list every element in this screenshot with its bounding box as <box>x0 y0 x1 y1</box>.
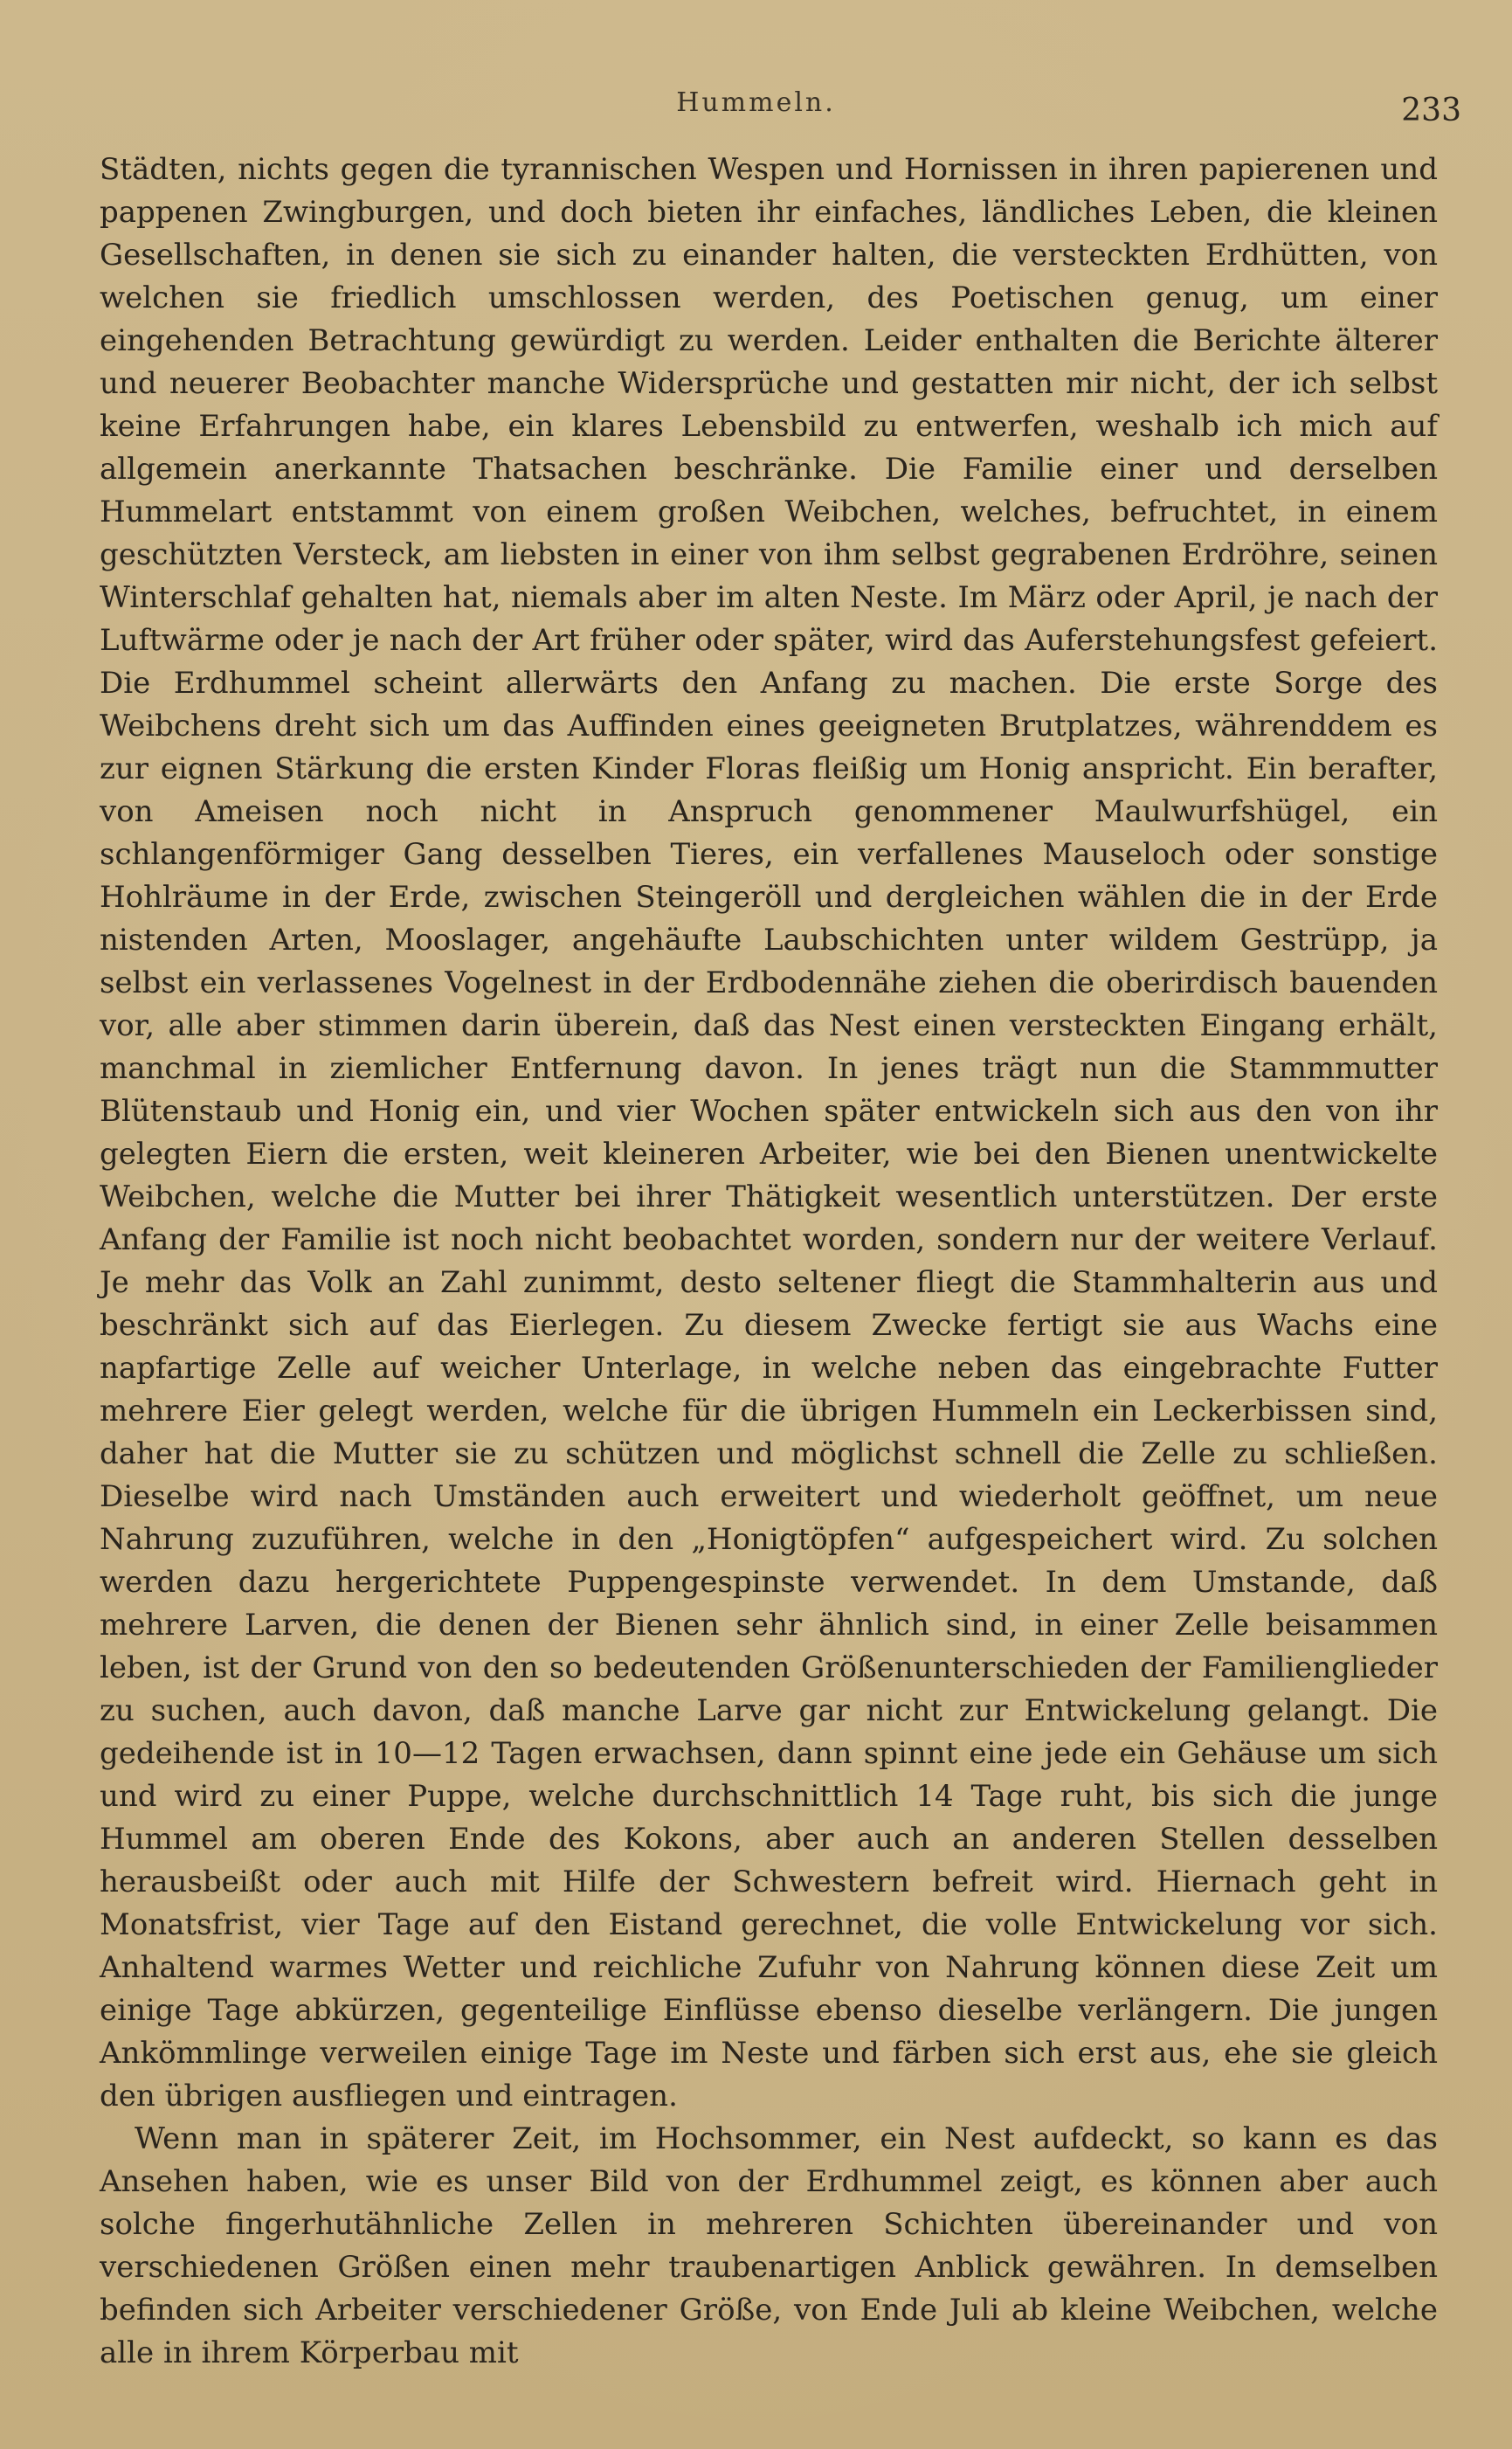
paragraph-1: Städten, nichts gegen die tyrannischen Wespen und Hornissen in ihren papierenen und pappenen Zwingburgen, und doch bieten ihr einfaches, ländliches Leben, die kleinen Gesellschaften, in denen sie sich zu einander halten, die versteckten Erdhütten, von welchen sie friedlich umschlossen werden, des Poetischen genug, um einer eingehenden Betrachtung gewürdigt zu werden. Leider enthalten die Berichte älterer und neuerer Beobachter manche Widersprüche und gestatten mir nicht, der ich selbst keine Erfahrungen habe, ein klares Lebensbild zu entwerfen, weshalb ich mich auf allgemein anerkannte Thatsachen beschränke. Die Familie einer und derselben Hummelart entstammt von einem großen Weibchen, welches, befruchtet, in einem geschützten Versteck, am liebsten in einer von ihm selbst gegrabenen Erdröhre, seinen Winterschlaf gehalten hat, niemals aber im alten Neste. Im März oder April, je nach der Luftwärme oder je nach der Art früher oder später, wird das Auferstehungsfest gefeiert. Die Erdhummel scheint allerwärts den Anfang zu machen. Die erste Sorge des Weibchens dreht sich um das Auffinden eines geeigneten Brutplatzes, währenddem es zur eignen Stärkung die ersten Kinder Floras fleißig um Honig anspricht. Ein berafter, von Ameisen noch nicht in Anspruch genommener Maulwurfshügel, ein schlangenförmiger Gang desselben Tieres, ein verfallenes Mauseloch oder sonstige Hohlräume in der Erde, zwischen Steingeröll und dergleichen wählen die in der Erde nistenden Arten, Mooslager, angehäufte Laubschichten unter wildem Gestrüpp, ja selbst ein verlassenes Vogelnest in der Erdbodennähe ziehen die oberirdisch bauenden vor, alle aber stimmen darin überein, daß das Nest einen versteckten Eingang erhält, manchmal in ziemlicher Entfernung davon. In jenes trägt nun die Stammmutter Blütenstaub und Honig ein, und vier Wochen später entwickeln sich aus den von ihr gelegten Eiern die ersten, weit kleineren Arbeiter, wie bei den Bienen unentwickelte Weibchen, welche die Mutter bei ihrer Thätigkeit wesentlich unterstützen. Der erste Anfang der Familie ist noch nicht beobachtet worden, sondern nur der weitere Verlauf. Je mehr das Volk an Zahl zunimmt, desto seltener fliegt die Stammhalterin aus und beschränkt sich auf das Eierlegen. Zu diesem Zwecke fertigt sie aus Wachs eine napfartige Zelle auf weicher Unterlage, in welche neben das eingebrachte Futter mehrere Eier gelegt werden, welche für die übrigen Hummeln ein Leckerbissen sind, daher hat die Mutter sie zu schützen und möglichst schnell die Zelle zu schließen. Dieselbe wird nach Umständen auch erweitert und wiederholt geöffnet, um neue Nahrung zuzuführen, welche in den „Honigtöpfen“ aufgespeichert wird. Zu solchen werden dazu hergerichtete Puppengespinste verwendet. In dem Umstande, daß mehrere Larven, die denen der Bienen sehr ähnlich sind, in einer Zelle beisammen leben, ist der Grund von den so bedeutenden Größenunterschieden der Familienglieder zu suchen, auch davon, daß manche Larve gar nicht zur Entwickelung gelangt. Die gedeihende ist in 10—12 Tagen erwachsen, dann spinnt eine jede ein Gehäuse um sich und wird zu einer Puppe, welche durchschnittlich 14 Tage ruht, bis sich die junge Hummel am oberen Ende des Kokons, aber auch an anderen Stellen desselben herausbeißt oder auch mit Hilfe der Schwestern befreit wird. Hiernach geht in Monatsfrist, vier Tage auf den Eistand gerechnet, die volle Entwickelung vor sich. Anhaltend warmes Wetter und reichliche Zufuhr von Nahrung können diese Zeit um einige Tage abkürzen, gegenteilige Einflüsse ebenso dieselbe verlängern. Die jungen Ankömmlinge verweilen einige Tage im Neste und färben sich erst aus, ehe sie gleich den übrigen ausfliegen und eintragen. <box>100 152 1438 2113</box>
page-number: 233 <box>1401 93 1461 128</box>
running-head-title: Hummeln. <box>676 87 836 118</box>
body-text <box>100 149 1438 2375</box>
paragraph-2: Wenn man in späterer Zeit, im Hochsommer, ein Nest aufdeckt, so kann es das Ansehen haben, wie es unser Bild von der Erdhummel zeigt, es können aber auch solche fingerhutähnliche Zellen in mehreren Schichten übereinander und von verschiedenen Größen einen mehr traubenartigen Anblick gewähren. In demselben befinden sich Arbeiter verschiedener Größe, von Ende Juli ab kleine Weibchen, welche alle in ihrem Körperbau mit <box>100 2121 1438 2370</box>
